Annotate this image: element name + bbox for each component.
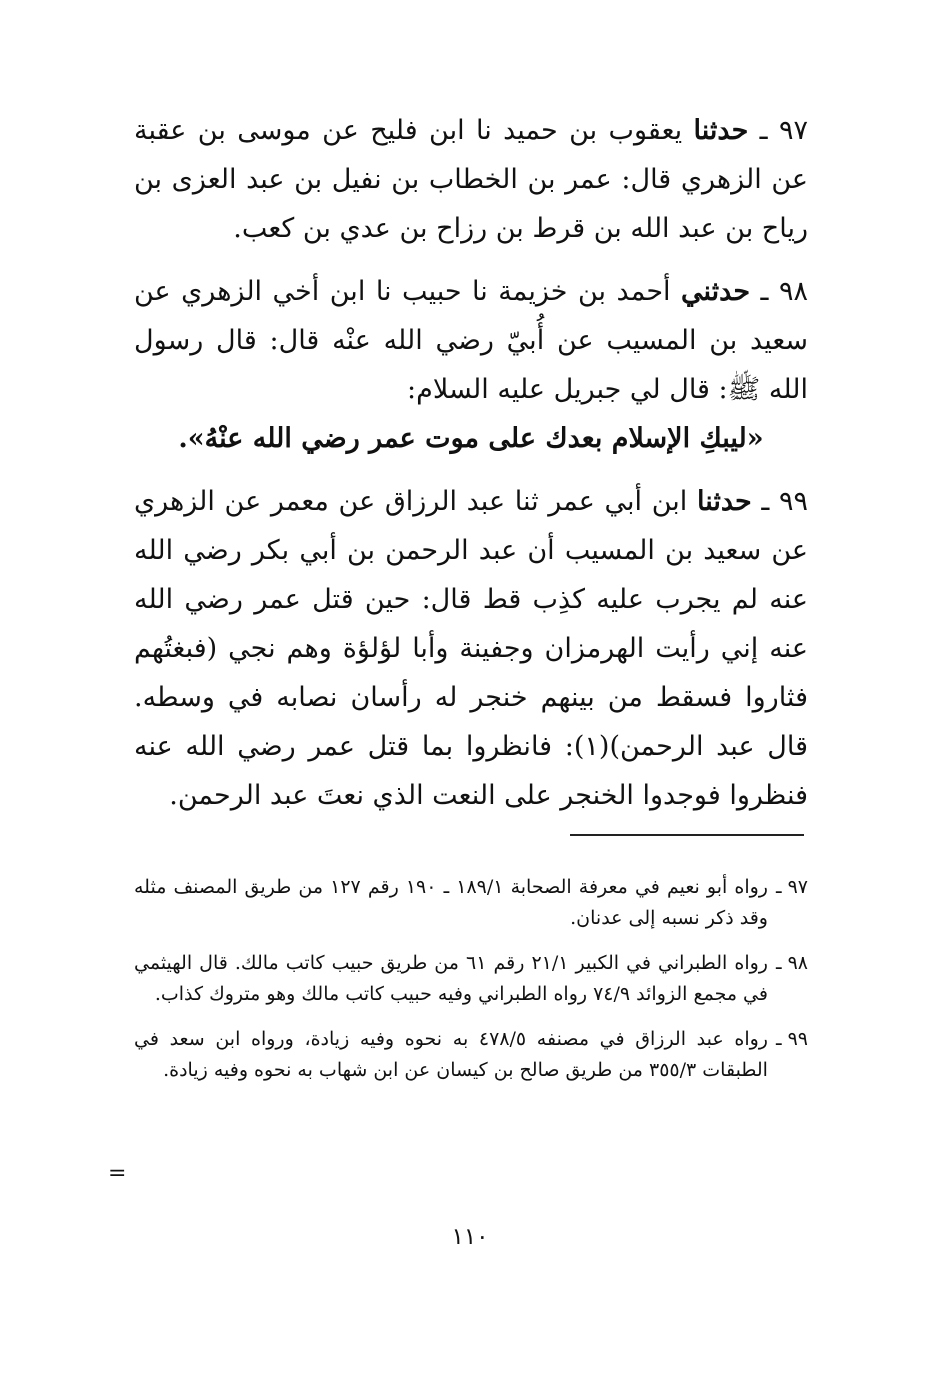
hadith-lead-word: حدثنا [696,486,752,517]
page-number: ١١٠ [451,1224,489,1250]
footnote-number: ٩٨ ـ [775,952,808,974]
hadith-99 [134,477,808,820]
hadith-text: يعقوب بن حميد نا ابن فليح عن موسى بن عقبة عن الزهري قال: عمر بن الخطاب بن نفيل بن عبد العزى بن رياح بن عبد الله بن قرط بن رزاح بن عدي بن كعب. [134,115,808,244]
footnote-text: رواه أبو نعيم في معرفة الصحابة ١٨٩/١ ـ ١٩٠ رقم ١٢٧ من طريق المصنف مثله وقد ذكر نسبه إلى عدنان. [134,876,768,929]
hadith-number: ٩٩ ـ [761,486,808,517]
footnote-99 [134,1024,808,1086]
continuation-mark: = [108,1161,127,1186]
hadith-lead-word: حدثنا [693,115,749,146]
footnote-97 [134,872,808,934]
hadith-98-quote: «ليبكِ الإسلام بعدك على موت عمر رضي الله عنْهُ». [178,423,764,454]
footnote-98 [134,948,808,1010]
hadith-98 [134,267,808,414]
footnote-number: ٩٩ ـ [775,1028,808,1050]
footnote-text: رواه عبد الرزاق في مصنفه ٤٧٨/٥ به نحوه وفيه زيادة، ورواه ابن سعد في الطبقات ٣٥٥/٣ من طريق صالح بن كيسان عن ابن شهاب به نحوه وفيه زيادة. [134,1028,768,1081]
hadith-text: ابن أبي عمر ثنا عبد الرزاق عن معمر عن الزهري عن سعيد بن المسيب أن عبد الرحمن بن أبي بكر رضي الله عنه لم يجرب عليه كذِب قط قال: حين قتل عمر رضي الله عنه إني رأيت الهرمزان وجفينة وأبا لؤلؤة وهم نجي (فبغتُهم فثاروا فسقط من بينهم خنجر له رأسان نصابه في وسطه. قال عبد الرحمن)(١): فانظروا بما قتل عمر رضي الله عنه فنظروا فوجدوا الخنجر على النعت الذي نعتَ عبد الرحمن. [134,486,808,811]
hadith-number: ٩٨ ـ [760,276,808,307]
main-text [134,106,808,834]
footnotes [134,872,808,1100]
hadith-text: أحمد بن خزيمة نا حبيب نا ابن أخي الزهري عن سعيد بن المسيب عن أُبيّ رضي الله عنْه قال: قال رسول الله ﷺ: قال لي جبريل عليه السلام: [134,276,808,405]
footnote-separator [570,834,804,836]
footnote-number: ٩٧ ـ [775,876,808,898]
hadith-lead-word: حدثني [681,276,751,307]
hadith-number: ٩٧ ـ [759,115,808,146]
footnote-text: رواه الطبراني في الكبير ٢١/١ رقم ٦١ من طريق حبيب كاتب مالك. قال الهيثمي في مجمع الزوائد ٧٤/٩ رواه الطبراني وفيه حبيب كاتب مالك وهو متروك كذاب. [134,952,768,1005]
hadith-97 [134,106,808,253]
